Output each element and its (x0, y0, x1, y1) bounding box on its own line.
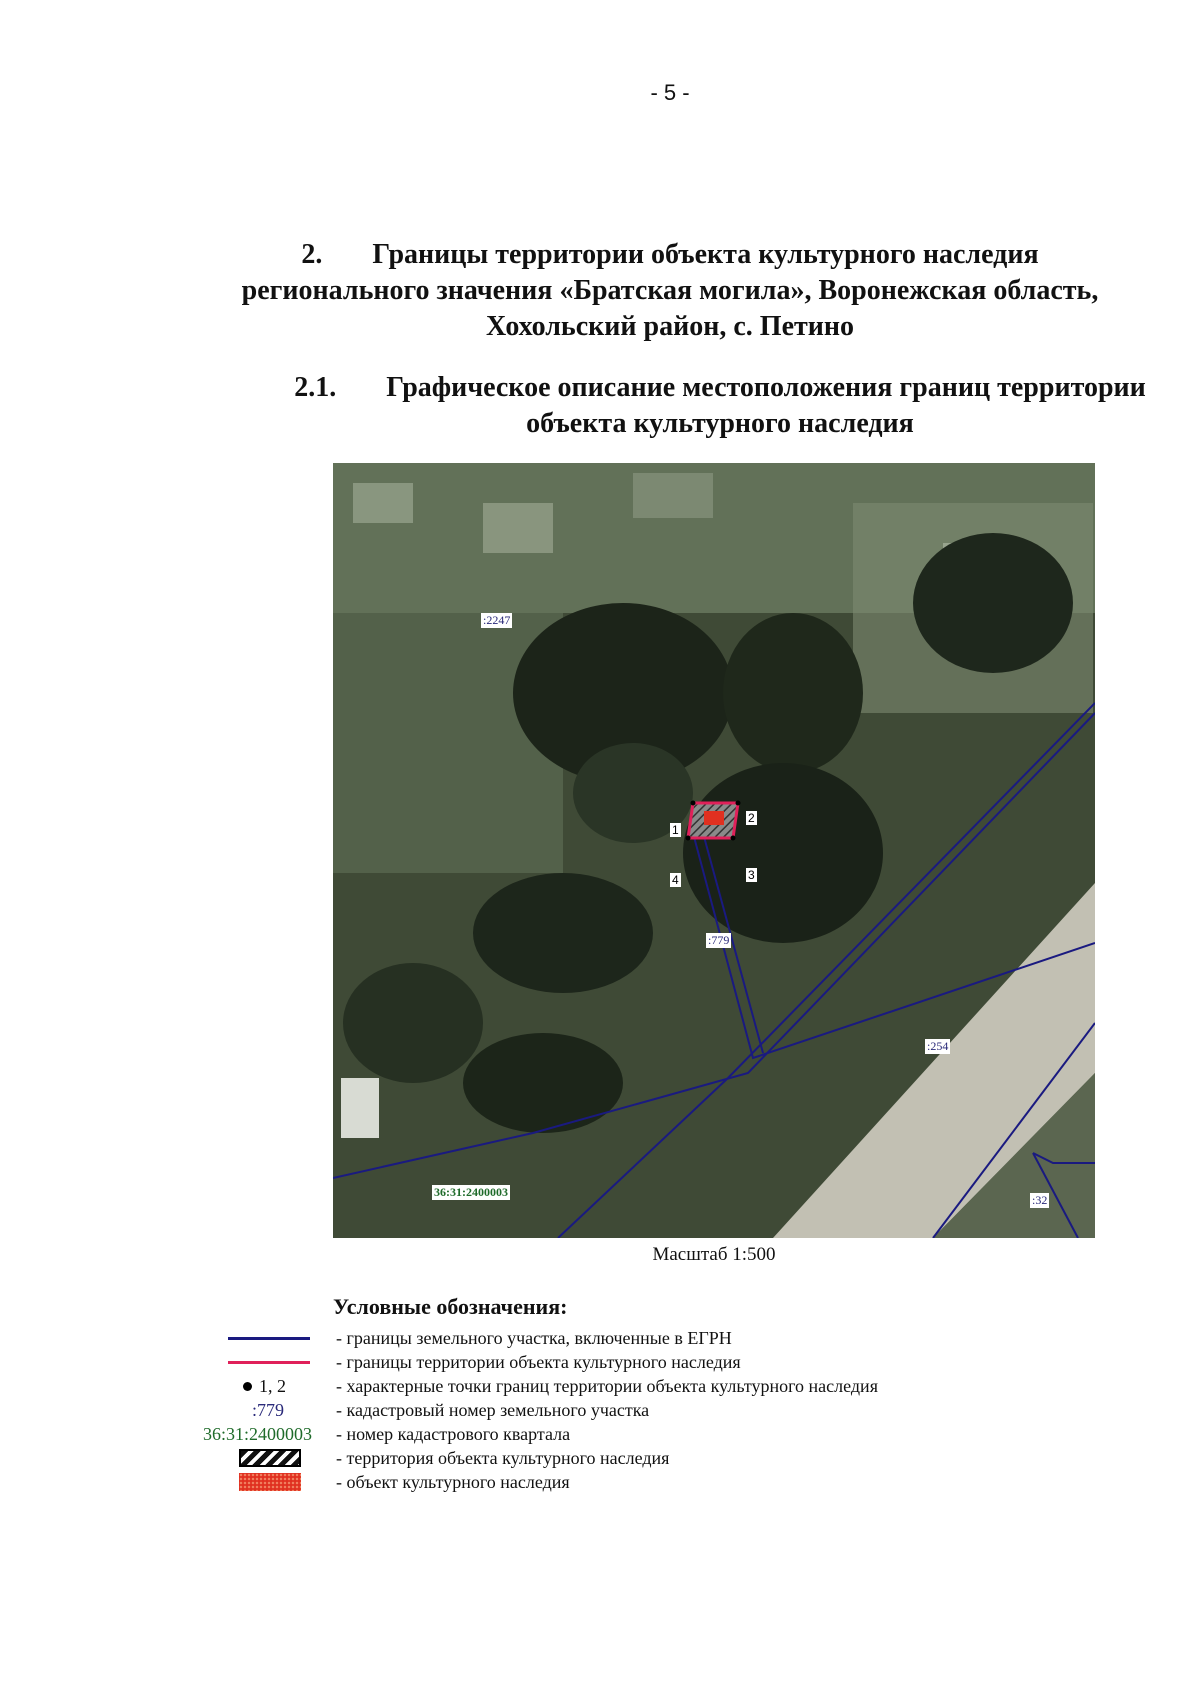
subsection-title-line2: объекта культурного наследия (526, 408, 914, 439)
legend-desc: - границы территории объекта культурного наследия (336, 1352, 741, 1372)
legend-item-heritage-object (0, 1471, 1200, 1495)
legend-pink-line-symbol (228, 1361, 310, 1364)
legend-quarter-symbol-text: 36:31:2400003 (203, 1424, 313, 1444)
tree-canopy (683, 763, 883, 943)
parcel-label-779: :779 (708, 933, 730, 947)
legend-item-parcel-number (0, 1399, 1200, 1423)
parcel-label-254: :254 (927, 1039, 949, 1053)
legend-points-symbol-text: 1, 2 (259, 1376, 286, 1396)
legend-title: Условные обозначения: (333, 1294, 568, 1319)
section-title-line2: регионального значения «Братская могила», Воронежская область, (241, 275, 1099, 306)
legend-hatch-box-icon (239, 1449, 301, 1467)
boundary-point (691, 801, 696, 806)
parcel-label-32: :32 (1032, 1193, 1048, 1207)
point-label-3: 3 (748, 868, 755, 882)
tree-canopy (913, 533, 1073, 673)
legend-desc: - территория объекта культурного наследия (336, 1448, 670, 1468)
point-label-1: 1 (672, 823, 679, 837)
building (341, 1078, 379, 1138)
legend-item-heritage-territory (0, 1447, 1200, 1471)
tree-canopy (463, 1033, 623, 1133)
point-label-2: 2 (748, 811, 755, 825)
subsection-number: 2.1. (294, 372, 337, 403)
map-canvas (333, 463, 1095, 1238)
legend-dot-icon (243, 1382, 252, 1391)
legend-item-egrn-boundary (0, 1327, 1200, 1351)
boundary-point (731, 836, 736, 841)
section-number: 2. (301, 239, 323, 270)
legend-desc: - характерные точки границ территории объекта культурного наследия (336, 1376, 878, 1396)
legend-item-quarter-number (0, 1423, 1200, 1447)
subsection-title-line1: Графическое описание местоположения границ территории (386, 372, 1146, 403)
satellite-map (333, 463, 1095, 1238)
point-label-4: 4 (672, 873, 679, 887)
tree-canopy (343, 963, 483, 1083)
heritage-object (704, 811, 724, 825)
boundary-point (686, 836, 691, 841)
legend-item-heritage-boundary (0, 1351, 1200, 1375)
section-title (200, 237, 1140, 345)
roof (483, 503, 553, 553)
legend-item-points (0, 1375, 1200, 1399)
tree-canopy (473, 873, 653, 993)
subsection-title (280, 370, 1160, 442)
section-title-line3: Хохольский район, с. Петино (485, 311, 855, 342)
parcel-label-2247: :2247 (483, 613, 511, 627)
legend-desc: - кадастровый номер земельного участка (336, 1400, 650, 1420)
legend-desc: - номер кадастрового квартала (336, 1424, 571, 1444)
roof (353, 483, 413, 523)
quarter-label: 36:31:2400003 (434, 1185, 508, 1199)
page-number: - 5 - (650, 80, 690, 105)
roof (633, 473, 713, 518)
section-title-line1: Границы территории объекта культурного наследия (372, 239, 1039, 270)
boundary-point (736, 801, 741, 806)
tree-canopy (723, 613, 863, 773)
legend-desc: - границы земельного участка, включенные в ЕГРН (336, 1328, 732, 1348)
legend-desc: - объект культурного наследия (336, 1472, 570, 1492)
legend-parcel-symbol-text: :779 (252, 1400, 285, 1420)
map-scale: Масштаб 1:500 (652, 1244, 776, 1265)
legend-navy-line-symbol (228, 1337, 310, 1340)
legend-red-box-icon (239, 1473, 301, 1491)
